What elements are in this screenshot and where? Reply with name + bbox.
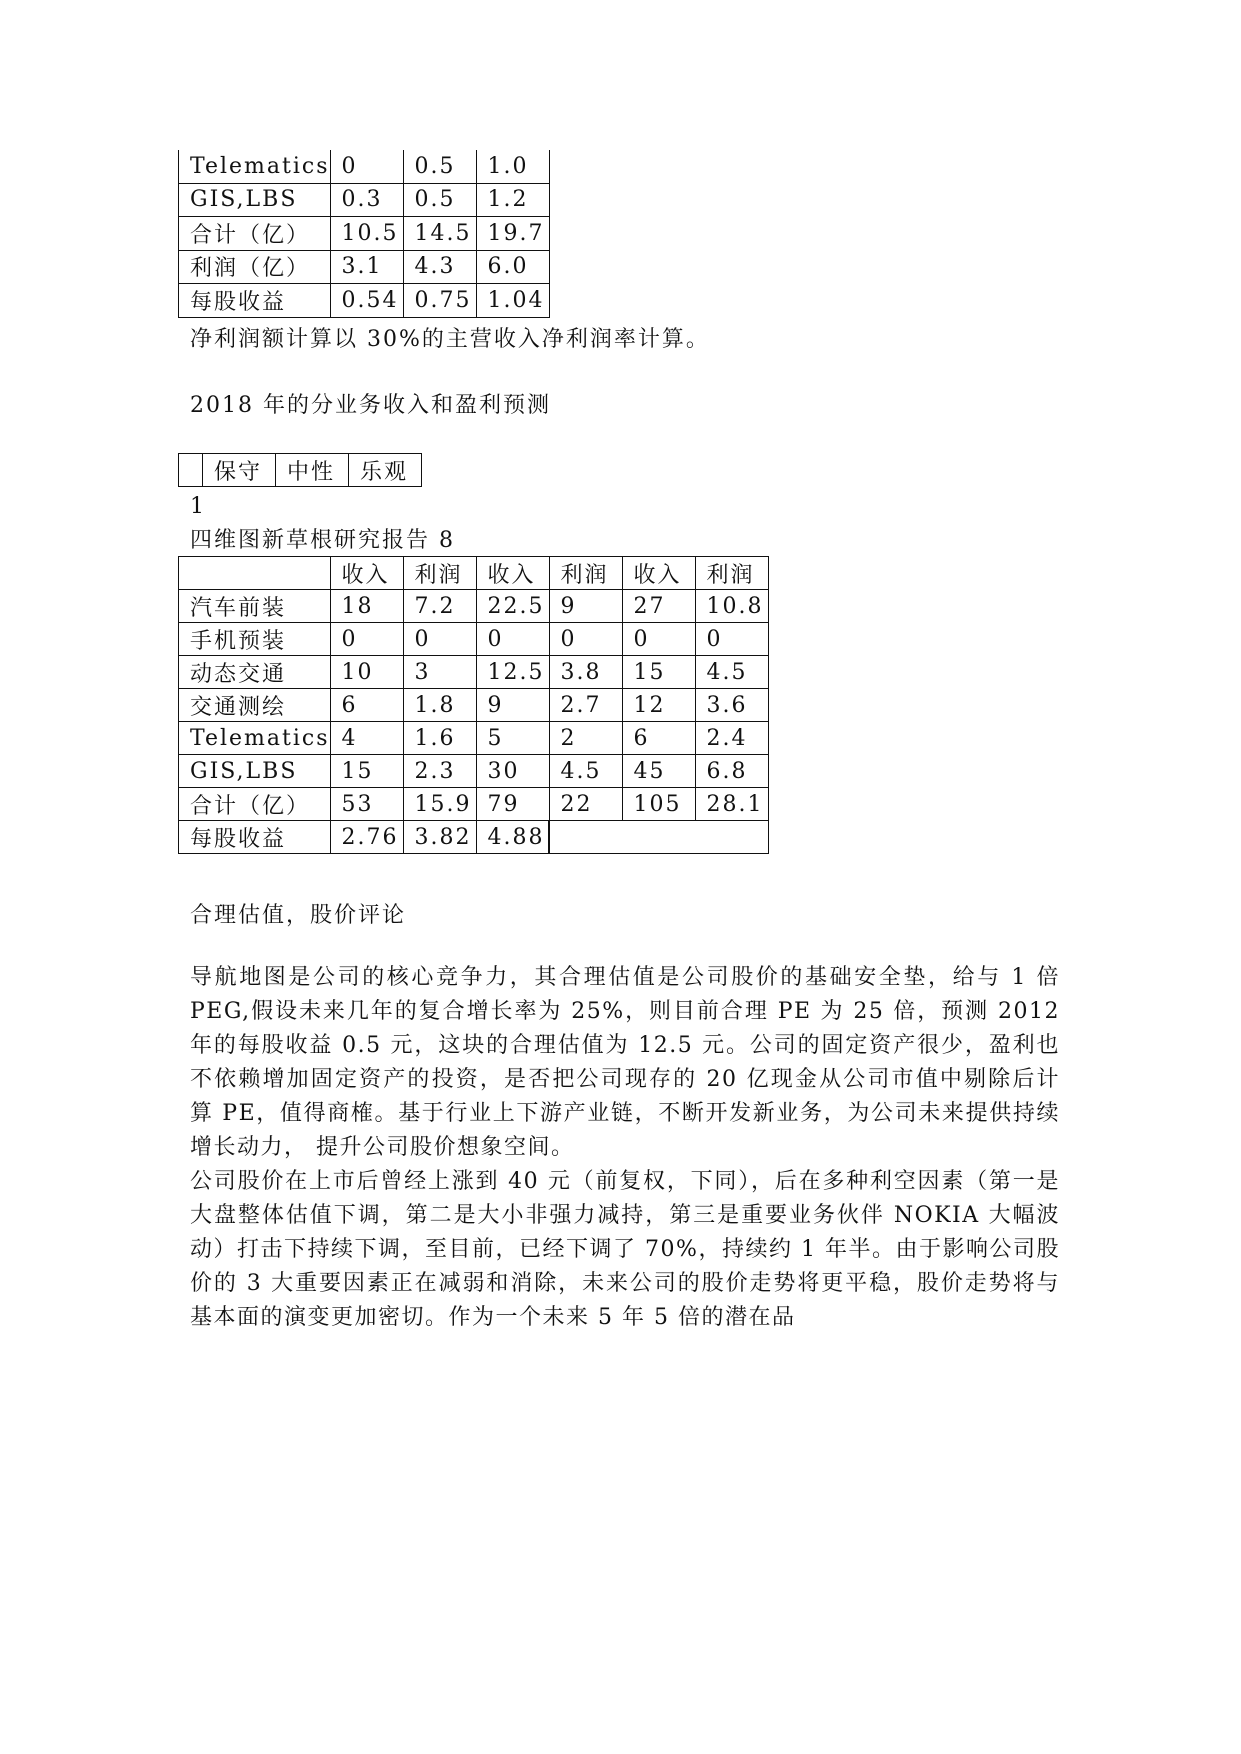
table-row — [179, 656, 769, 689]
table-cell: 0 — [330, 623, 403, 656]
table-cell: 22 — [549, 788, 622, 821]
table-row — [179, 821, 769, 854]
table-cell: 3 — [403, 656, 476, 689]
table-cell: 3.1 — [330, 250, 403, 284]
table-cell: 2.3 — [403, 755, 476, 788]
table-cell — [179, 557, 331, 590]
table-cell: 合计（亿） — [179, 788, 331, 821]
table-cell: 10.8 — [695, 590, 768, 623]
scenario-header-table — [178, 453, 422, 487]
table-cell: 利润 — [549, 557, 622, 590]
table-cell: 0 — [695, 623, 768, 656]
table-cell: 0 — [476, 623, 549, 656]
table-cell: 利润 — [403, 557, 476, 590]
table-row — [179, 183, 550, 217]
table-cell: 4.5 — [549, 755, 622, 788]
table-cell: 0.3 — [330, 183, 403, 217]
table-cell: 12 — [622, 689, 695, 722]
profit-note: 净利润额计算以 30%的主营收入净利润率计算。 — [190, 327, 710, 352]
table-row — [179, 788, 769, 821]
table-row — [179, 590, 769, 623]
table-row — [179, 284, 550, 318]
table-cell: GIS,LBS — [179, 755, 331, 788]
table-cell: 5 — [476, 722, 549, 755]
table-cell: 利润 — [695, 557, 768, 590]
table-cell: Telematics — [179, 150, 331, 183]
table-cell: 53 — [330, 788, 403, 821]
table-cell: 105 — [622, 788, 695, 821]
paragraph: 公司股价在上市后曾经上涨到 40 元（前复权，下同），后在多种利空因素（第一是大盘整体估值下调，第二是大小非强力减持，第三是重要业务伙伴 NOKIA 大幅波动）打击下持续下调，至目前，已经下调了 70%，持续约 1 年半。由于影响公司股价的 3 大重要因素正在减弱和消除，未来公司的股价走势将更平稳，股价走势将与基本面的演变更加密切。作为一个未来 5 年 5 倍的潜在品 — [190, 1169, 1060, 1330]
table-cell: 收入 — [476, 557, 549, 590]
table-cell: 12.5 — [476, 656, 549, 689]
table-row — [179, 454, 422, 487]
table-cell: 2.76 — [330, 821, 403, 854]
table-cell: 保守 — [203, 454, 276, 487]
table-row — [179, 722, 769, 755]
table-cell-empty — [549, 821, 768, 854]
table-cell: 7.2 — [403, 590, 476, 623]
table-cell: 手机预装 — [179, 623, 331, 656]
table-cell: 4.88 — [476, 821, 549, 854]
table-cell: 6.0 — [476, 250, 549, 284]
table-row — [179, 689, 769, 722]
table-cell: 0.54 — [330, 284, 403, 318]
table-cell: 每股收益 — [179, 821, 331, 854]
table-cell: 14.5 — [403, 217, 476, 251]
table-row — [179, 623, 769, 656]
table-row — [179, 755, 769, 788]
forecast-table-continued — [178, 150, 550, 318]
paragraph: 导航地图是公司的核心竞争力，其合理估值是公司股价的基础安全垫，给与 1 倍 PEG,假设未来几年的复合增长率为 25%，则目前合理 PE 为 25 倍，预测 2012 年的每股收益 0.5 元，这块的合理估值为 12.5 元。公司的固定资产很少，盈利也不依赖增加固定资产的投资，是否把公司现存的 20 亿现金从公司市值中剔除后计算 PE，值得商榷。基于行业上下游产业链，不断开发新业务，为公司未来提供持续增长动力， 提升公司股价想象空间。 — [190, 965, 1060, 1160]
table-cell: 4 — [330, 722, 403, 755]
table-cell: 19.7 — [476, 217, 549, 251]
table-cell: 0 — [622, 623, 695, 656]
table-cell: 乐观 — [349, 454, 422, 487]
table-cell: 1.04 — [476, 284, 549, 318]
table-cell: 28.1 — [695, 788, 768, 821]
table-cell: 6 — [330, 689, 403, 722]
running-header: 四维图新草根研究报告 8 — [190, 528, 455, 553]
table-cell: 收入 — [622, 557, 695, 590]
table-cell: 汽车前装 — [179, 590, 331, 623]
table-cell: 9 — [549, 590, 622, 623]
table-cell: Telematics — [179, 722, 331, 755]
table-cell: 6 — [622, 722, 695, 755]
table-cell: 45 — [622, 755, 695, 788]
table-cell: 动态交通 — [179, 656, 331, 689]
table-cell: 0.5 — [403, 183, 476, 217]
table-cell: 4.3 — [403, 250, 476, 284]
table-cell: 3.6 — [695, 689, 768, 722]
forecast-heading-2018: 2018 年的分业务收入和盈利预测 — [190, 393, 551, 418]
table-cell: 0 — [330, 150, 403, 183]
table-cell: 6.8 — [695, 755, 768, 788]
section-title: 合理估值，股价评论 — [190, 903, 407, 928]
page-number: 1 — [190, 494, 206, 519]
table-cell: GIS,LBS — [179, 183, 331, 217]
table-cell — [179, 454, 203, 487]
revenue-profit-table — [178, 556, 769, 854]
table-row — [179, 150, 550, 183]
table-cell: 27 — [622, 590, 695, 623]
table-cell: 0 — [549, 623, 622, 656]
table-cell: 15.9 — [403, 788, 476, 821]
table-cell: 利润（亿） — [179, 250, 331, 284]
table-cell: 合计（亿） — [179, 217, 331, 251]
table-cell: 18 — [330, 590, 403, 623]
table-cell: 1.2 — [476, 183, 549, 217]
table-cell: 交通测绘 — [179, 689, 331, 722]
table-cell: 10 — [330, 656, 403, 689]
table-cell: 10.5 — [330, 217, 403, 251]
table-cell: 15 — [622, 656, 695, 689]
table-cell: 15 — [330, 755, 403, 788]
table-cell: 1.8 — [403, 689, 476, 722]
table-cell: 3.82 — [403, 821, 476, 854]
table-cell: 2.4 — [695, 722, 768, 755]
table-cell: 收入 — [330, 557, 403, 590]
table-cell: 每股收益 — [179, 284, 331, 318]
table-cell: 0 — [403, 623, 476, 656]
table-cell: 79 — [476, 788, 549, 821]
table-cell: 1.6 — [403, 722, 476, 755]
table-cell: 2 — [549, 722, 622, 755]
table-row — [179, 250, 550, 284]
table-cell: 30 — [476, 755, 549, 788]
table-cell: 3.8 — [549, 656, 622, 689]
table-row — [179, 217, 550, 251]
table-cell: 中性 — [276, 454, 349, 487]
table-cell: 2.7 — [549, 689, 622, 722]
table-cell: 0.75 — [403, 284, 476, 318]
table-cell: 4.5 — [695, 656, 768, 689]
table-cell: 1.0 — [476, 150, 549, 183]
table-cell: 0.5 — [403, 150, 476, 183]
table-cell: 22.5 — [476, 590, 549, 623]
table-cell: 9 — [476, 689, 549, 722]
table-header-row — [179, 557, 769, 590]
